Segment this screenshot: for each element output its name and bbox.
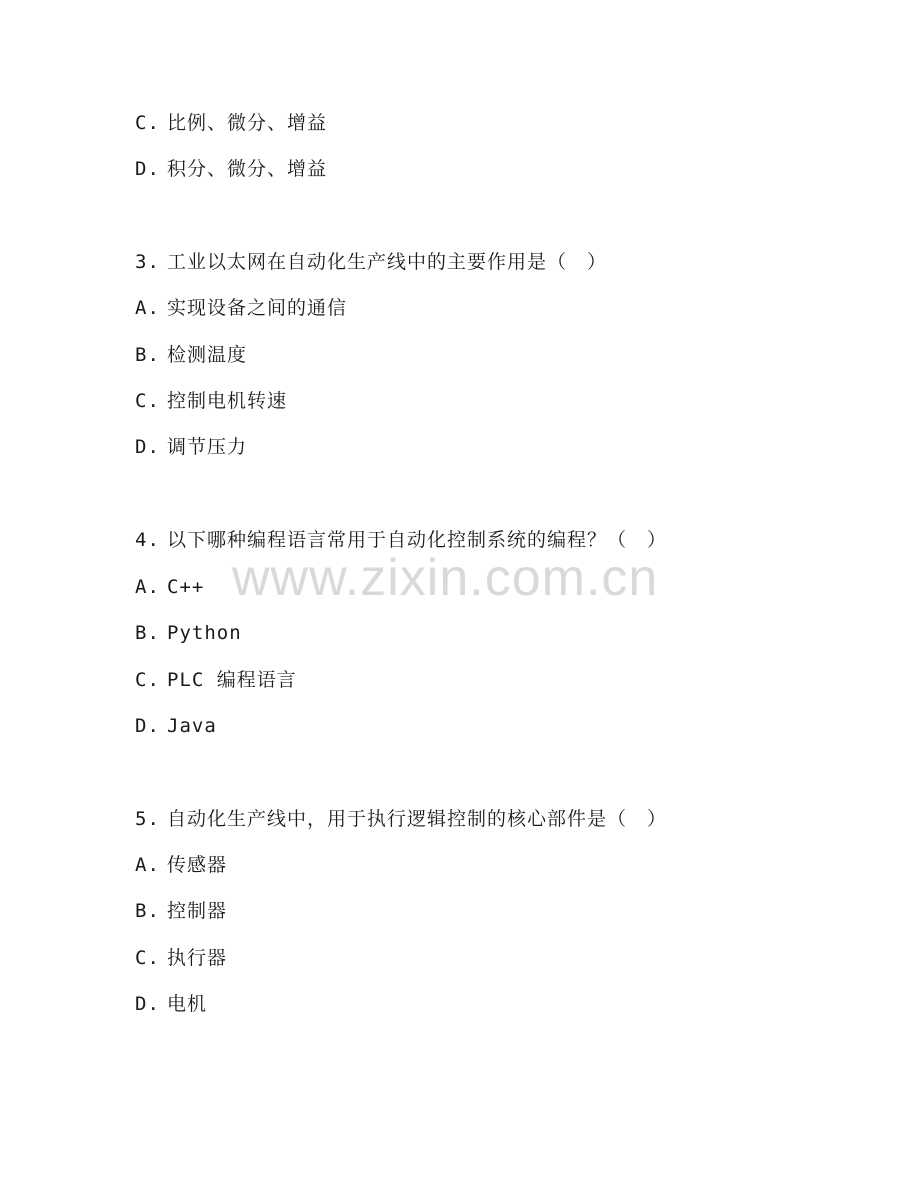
option-label: B. [135, 900, 160, 922]
option-line [135, 389, 287, 413]
option-line [135, 714, 217, 738]
option-line [135, 853, 227, 877]
question-text: 工业以太网在自动化生产线中的主要作用是（ ） [167, 251, 608, 273]
option-label: C. [135, 947, 160, 969]
option-line [135, 296, 347, 320]
option-label: C. [135, 112, 160, 134]
option-label: A. [135, 297, 160, 319]
option-label: B. [135, 622, 160, 644]
question-text: 以下哪种编程语言常用于自动化控制系统的编程？（ ） [167, 529, 668, 551]
option-line [135, 668, 297, 692]
question-number: 5. [135, 808, 160, 830]
option-line [135, 946, 227, 970]
option-text: Java [167, 715, 217, 737]
option-line [135, 157, 327, 181]
option-text: PLC 编程语言 [167, 669, 297, 691]
option-label: C. [135, 669, 160, 691]
option-text: 控制器 [167, 900, 228, 922]
option-text: 实现设备之间的通信 [167, 297, 348, 319]
option-label: D. [135, 715, 160, 737]
option-text: 调节压力 [167, 436, 248, 458]
option-line [135, 435, 247, 459]
option-text: 执行器 [167, 947, 228, 969]
option-label: A. [135, 576, 160, 598]
question-line [135, 250, 607, 274]
option-text: 传感器 [167, 854, 228, 876]
option-label: D. [135, 993, 160, 1015]
option-text: 控制电机转速 [167, 390, 288, 412]
option-line [135, 343, 247, 367]
watermark: www.zixin.com.cn [232, 549, 659, 607]
option-line [135, 992, 207, 1016]
option-label: D. [135, 436, 160, 458]
option-text: C++ [167, 576, 205, 598]
question-number: 4. [135, 529, 160, 551]
option-label: C. [135, 390, 160, 412]
option-text: 比例、微分、增益 [167, 112, 328, 134]
option-label: D. [135, 158, 160, 180]
option-line [135, 621, 242, 645]
question-number: 3. [135, 251, 160, 273]
option-label: B. [135, 344, 160, 366]
option-text: 检测温度 [167, 344, 248, 366]
option-text: 积分、微分、增益 [167, 158, 328, 180]
option-line [135, 899, 227, 923]
option-label: A. [135, 854, 160, 876]
option-line [135, 111, 327, 135]
option-text: 电机 [167, 993, 208, 1015]
question-text: 自动化生产线中，用于执行逻辑控制的核心部件是（ ） [167, 808, 668, 830]
question-line [135, 807, 667, 831]
option-text: Python [167, 622, 242, 644]
option-line [135, 575, 204, 599]
